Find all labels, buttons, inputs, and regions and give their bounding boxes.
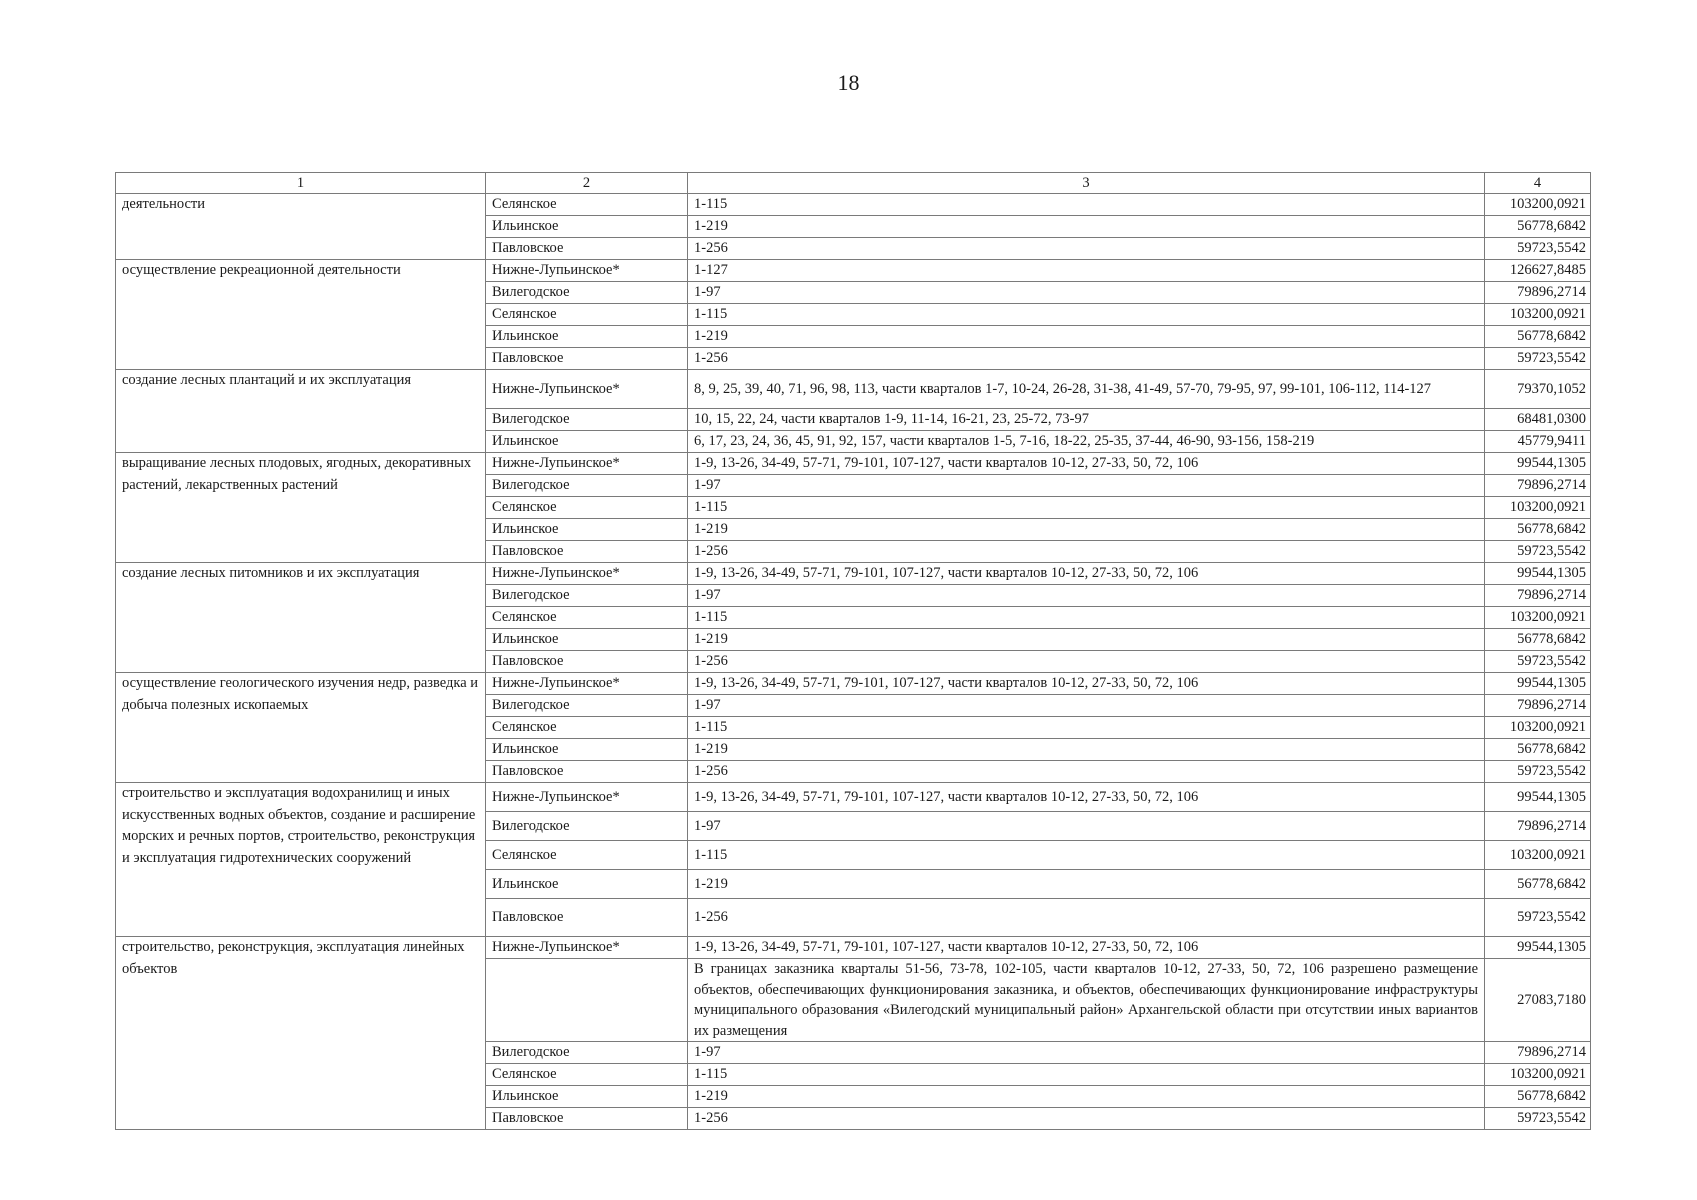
quarters-cell: 1-115 [688, 194, 1485, 216]
quarters-cell: 1-256 [688, 348, 1485, 370]
forestry-cell: Вилегодское [486, 1042, 688, 1064]
quarters-cell: В границах заказника кварталы 51-56, 73-78, 102-105, части кварталов 10-12, 27-33, 50, 72, 106 разрешено размещение объектов, обеспечивающих функционирования заказника, и объектов, обеспечивающих функционирование инфраструктуры муниципального образования «Вилегодский муниципальный район» Архангельской области при отсутствии иных вариантов их размещения [688, 959, 1485, 1042]
forestry-cell: Нижне-Лупьинское* [486, 370, 688, 409]
quarters-cell: 8, 9, 25, 39, 40, 71, 96, 98, 113, части кварталов 1-7, 10-24, 26-28, 31-38, 41-49, 57-70, 79-95, 97, 99-101, 106-112, 114-127 [688, 370, 1485, 409]
forestry-cell: Павловское [486, 899, 688, 937]
quarters-cell: 1-115 [688, 841, 1485, 870]
quarters-cell: 1-219 [688, 216, 1485, 238]
quarters-cell: 6, 17, 23, 24, 36, 45, 91, 92, 157, части кварталов 1-5, 7-16, 18-22, 25-35, 37-44, 46-90, 93-156, 158-219 [688, 431, 1485, 453]
area-cell: 79896,2714 [1485, 1042, 1591, 1064]
forestry-cell: Селянское [486, 194, 688, 216]
area-cell: 99544,1305 [1485, 453, 1591, 475]
quarters-cell: 1-97 [688, 475, 1485, 497]
forestry-cell: Нижне-Лупьинское* [486, 937, 688, 959]
forestry-cell: Павловское [486, 238, 688, 260]
quarters-cell: 1-9, 13-26, 34-49, 57-71, 79-101, 107-127, части кварталов 10-12, 27-33, 50, 72, 106 [688, 453, 1485, 475]
forestry-cell: Селянское [486, 304, 688, 326]
forestry-cell: Вилегодское [486, 695, 688, 717]
forestry-cell: Павловское [486, 348, 688, 370]
area-cell: 59723,5542 [1485, 238, 1591, 260]
forestry-cell: Вилегодское [486, 585, 688, 607]
table-row [116, 783, 1591, 812]
area-cell: 103200,0921 [1485, 717, 1591, 739]
table-row [116, 937, 1591, 959]
forestry-cell: Ильинское [486, 216, 688, 238]
area-cell: 103200,0921 [1485, 841, 1591, 870]
forestry-cell: Нижне-Лупьинское* [486, 673, 688, 695]
forestry-cell: Селянское [486, 717, 688, 739]
area-cell: 99544,1305 [1485, 563, 1591, 585]
quarters-cell: 1-97 [688, 1042, 1485, 1064]
header-cell: 3 [688, 173, 1485, 194]
forestry-cell: Нижне-Лупьинское* [486, 260, 688, 282]
area-cell: 56778,6842 [1485, 1086, 1591, 1108]
area-cell: 56778,6842 [1485, 629, 1591, 651]
forestry-cell: Ильинское [486, 1086, 688, 1108]
quarters-cell: 1-256 [688, 541, 1485, 563]
quarters-cell: 1-9, 13-26, 34-49, 57-71, 79-101, 107-127, части кварталов 10-12, 27-33, 50, 72, 106 [688, 563, 1485, 585]
activity-type-cell: строительство, реконструкция, эксплуатация линейных объектов [116, 937, 486, 1130]
table-row [116, 673, 1591, 695]
quarters-cell: 1-115 [688, 304, 1485, 326]
area-cell: 59723,5542 [1485, 761, 1591, 783]
header-cell: 4 [1485, 173, 1591, 194]
quarters-cell: 1-115 [688, 717, 1485, 739]
quarters-cell: 1-115 [688, 607, 1485, 629]
area-cell: 79896,2714 [1485, 585, 1591, 607]
area-cell: 103200,0921 [1485, 607, 1591, 629]
forestry-cell: Ильинское [486, 629, 688, 651]
forestry-cell [486, 959, 688, 1042]
area-cell: 79896,2714 [1485, 475, 1591, 497]
activity-type-cell: строительство и эксплуатация водохранилищ и иных искусственных водных объектов, создание и расширение морских и речных портов, строительство, реконструкция и эксплуатация гидротехнических сооружений [116, 783, 486, 937]
area-cell: 56778,6842 [1485, 326, 1591, 348]
quarters-cell: 1-115 [688, 1064, 1485, 1086]
header-cell: 2 [486, 173, 688, 194]
area-cell: 56778,6842 [1485, 216, 1591, 238]
quarters-cell: 10, 15, 22, 24, части кварталов 1-9, 11-14, 16-21, 23, 25-72, 73-97 [688, 409, 1485, 431]
quarters-cell: 1-256 [688, 761, 1485, 783]
forestry-cell: Нижне-Лупьинское* [486, 453, 688, 475]
area-cell: 56778,6842 [1485, 519, 1591, 541]
area-cell: 79896,2714 [1485, 812, 1591, 841]
forestry-cell: Вилегодское [486, 812, 688, 841]
quarters-cell: 1-256 [688, 651, 1485, 673]
forestry-cell: Нижне-Лупьинское* [486, 563, 688, 585]
forestry-cell: Вилегодское [486, 409, 688, 431]
area-cell: 99544,1305 [1485, 937, 1591, 959]
area-cell: 27083,7180 [1485, 959, 1591, 1042]
activity-type-cell: осуществление геологического изучения недр, разведка и добыча полезных ископаемых [116, 673, 486, 783]
activity-type-cell: выращивание лесных плодовых, ягодных, декоративных растений, лекарственных растений [116, 453, 486, 563]
area-cell: 56778,6842 [1485, 739, 1591, 761]
area-cell: 59723,5542 [1485, 899, 1591, 937]
forestry-cell: Вилегодское [486, 475, 688, 497]
area-cell: 103200,0921 [1485, 304, 1591, 326]
activity-type-cell: создание лесных плантаций и их эксплуатация [116, 370, 486, 453]
forestry-cell: Павловское [486, 1108, 688, 1130]
quarters-cell: 1-219 [688, 739, 1485, 761]
area-cell: 79370,1052 [1485, 370, 1591, 409]
forestry-cell: Ильинское [486, 739, 688, 761]
area-cell: 99544,1305 [1485, 783, 1591, 812]
quarters-cell: 1-219 [688, 629, 1485, 651]
area-cell: 103200,0921 [1485, 1064, 1591, 1086]
activity-type-cell: осуществление рекреационной деятельности [116, 260, 486, 370]
area-cell: 103200,0921 [1485, 497, 1591, 519]
quarters-cell: 1-256 [688, 899, 1485, 937]
area-cell: 56778,6842 [1485, 870, 1591, 899]
forestry-cell: Ильинское [486, 326, 688, 348]
area-cell: 79896,2714 [1485, 282, 1591, 304]
area-cell: 99544,1305 [1485, 673, 1591, 695]
table-row [116, 370, 1591, 409]
quarters-cell: 1-219 [688, 326, 1485, 348]
quarters-cell: 1-97 [688, 585, 1485, 607]
forestry-cell: Селянское [486, 841, 688, 870]
table-row [116, 453, 1591, 475]
quarters-cell: 1-219 [688, 870, 1485, 899]
quarters-cell: 1-9, 13-26, 34-49, 57-71, 79-101, 107-127, части кварталов 10-12, 27-33, 50, 72, 106 [688, 937, 1485, 959]
quarters-cell: 1-219 [688, 1086, 1485, 1108]
forestry-cell: Павловское [486, 541, 688, 563]
area-cell: 45779,9411 [1485, 431, 1591, 453]
forestry-cell: Селянское [486, 497, 688, 519]
forestry-cell: Вилегодское [486, 282, 688, 304]
quarters-cell: 1-256 [688, 1108, 1485, 1130]
activity-type-cell: деятельности [116, 194, 486, 260]
quarters-cell: 1-127 [688, 260, 1485, 282]
forestry-cell: Нижне-Лупьинское* [486, 783, 688, 812]
table-header-row [116, 173, 1591, 194]
area-cell: 59723,5542 [1485, 541, 1591, 563]
forestry-cell: Селянское [486, 1064, 688, 1086]
activity-type-cell: создание лесных питомников и их эксплуатация [116, 563, 486, 673]
quarters-cell: 1-219 [688, 519, 1485, 541]
table-row [116, 563, 1591, 585]
quarters-cell: 1-97 [688, 282, 1485, 304]
area-cell: 59723,5542 [1485, 1108, 1591, 1130]
quarters-cell: 1-256 [688, 238, 1485, 260]
area-cell: 79896,2714 [1485, 695, 1591, 717]
area-cell: 59723,5542 [1485, 348, 1591, 370]
quarters-cell: 1-9, 13-26, 34-49, 57-71, 79-101, 107-127, части кварталов 10-12, 27-33, 50, 72, 106 [688, 783, 1485, 812]
forestry-cell: Павловское [486, 651, 688, 673]
forestry-cell: Ильинское [486, 870, 688, 899]
forestry-cell: Селянское [486, 607, 688, 629]
quarters-cell: 1-97 [688, 695, 1485, 717]
table-row [116, 194, 1591, 216]
forest-use-table [115, 172, 1591, 1130]
quarters-cell: 1-115 [688, 497, 1485, 519]
forestry-cell: Павловское [486, 761, 688, 783]
area-cell: 59723,5542 [1485, 651, 1591, 673]
quarters-cell: 1-9, 13-26, 34-49, 57-71, 79-101, 107-127, части кварталов 10-12, 27-33, 50, 72, 106 [688, 673, 1485, 695]
area-cell: 103200,0921 [1485, 194, 1591, 216]
table-row [116, 260, 1591, 282]
area-cell: 68481,0300 [1485, 409, 1591, 431]
area-cell: 126627,8485 [1485, 260, 1591, 282]
forestry-cell: Ильинское [486, 431, 688, 453]
page-number: 18 [837, 70, 860, 95]
quarters-cell: 1-97 [688, 812, 1485, 841]
forestry-cell: Ильинское [486, 519, 688, 541]
header-cell: 1 [116, 173, 486, 194]
